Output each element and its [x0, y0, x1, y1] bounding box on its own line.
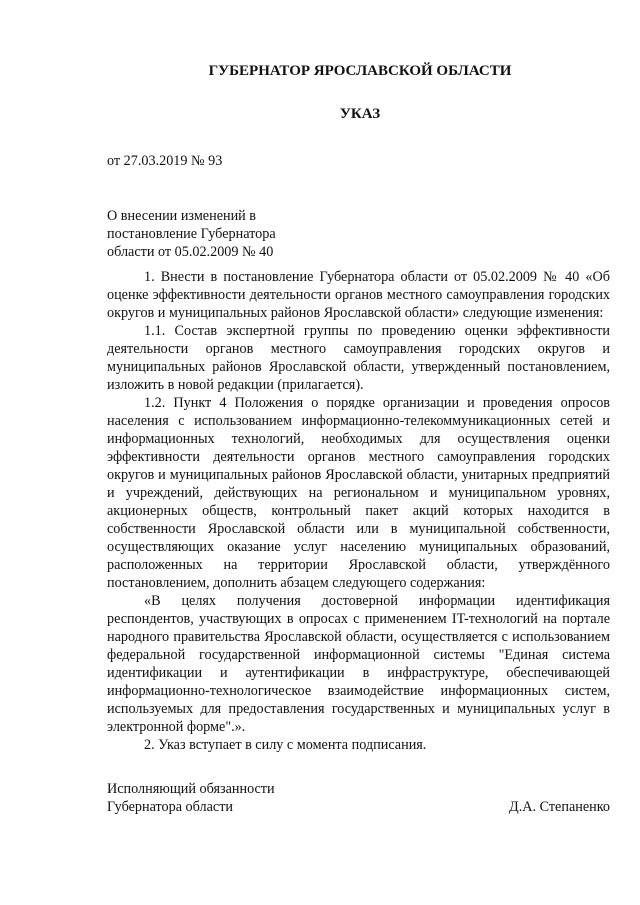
paragraph-1-1: 1.1. Состав экспертной группы по проведению оценки эффективности деятельности органов местного самоуправления городских округов и муниципальных районов Ярославской области, утвержденный постановлением, изложить в новой редакции (прилагается). [107, 323, 610, 393]
subject-line: О внесении изменений в [107, 208, 257, 224]
signatory-name: Д.А. Степаненко [509, 799, 610, 815]
document-subject [107, 207, 610, 261]
signatory-position-line2: Губернатора области [107, 799, 233, 815]
subject-line: области от 05.02.2009 № 40 [107, 244, 274, 260]
document-authority-title: ГУБЕРНАТОР ЯРОСЛАВСКОЙ ОБЛАСТИ [208, 63, 512, 79]
signature-block [107, 780, 610, 816]
document-body [107, 268, 610, 754]
paragraph-quote: «В целях получения достоверной информации идентификация респондентов, участвующих в опросах с применением IT-технологий на портале народного правительства Ярославской области, осуществляется с использованием федеральной государственной информационной системы "Единая система идентификации и аутентификации в инфраструктуре, обеспечивающей информационно-технологическое взаимодействие информационных систем, используемых для предоставления государственных и муниципальных услуг в электронной форме".». [107, 593, 610, 735]
paragraph-1: 1. Внести в постановление Губернатора области от 05.02.2009 № 40 «Об оценке эффективности деятельности органов местного самоуправления городских округов и муниципальных районов Ярославской области» следующие изменения: [107, 269, 610, 321]
signatory-position-line1: Исполняющий обязанности [107, 781, 275, 797]
subject-line: постановление Губернатора [107, 226, 276, 242]
document-date-number: от 27.03.2019 № 93 [107, 153, 223, 169]
document-type-title: УКАЗ [339, 106, 381, 122]
paragraph-1-2: 1.2. Пункт 4 Положения о порядке организации и проведения опросов населения с использованием информационно-телекоммуникационных сетей и информационных технологий, необходимых для осуществления оценки эффективности деятельности органов местного самоуправления городских округов и муниципальных районов Ярославской области, унитарных предприятий и учреждений, действующих на региональном и муниципальном уровнях, акционерных обществ, контрольный пакет акций которых находится в собственности Ярославской области или в муниципальной собственности, осуществляющих оказание услуг населению муниципальных образований, расположенных на территории Ярославской области, утверждённого постановлением, дополнить абзацем следующего содержания: [107, 395, 610, 591]
paragraph-2: 2. Указ вступает в силу с момента подписания. [144, 737, 427, 753]
